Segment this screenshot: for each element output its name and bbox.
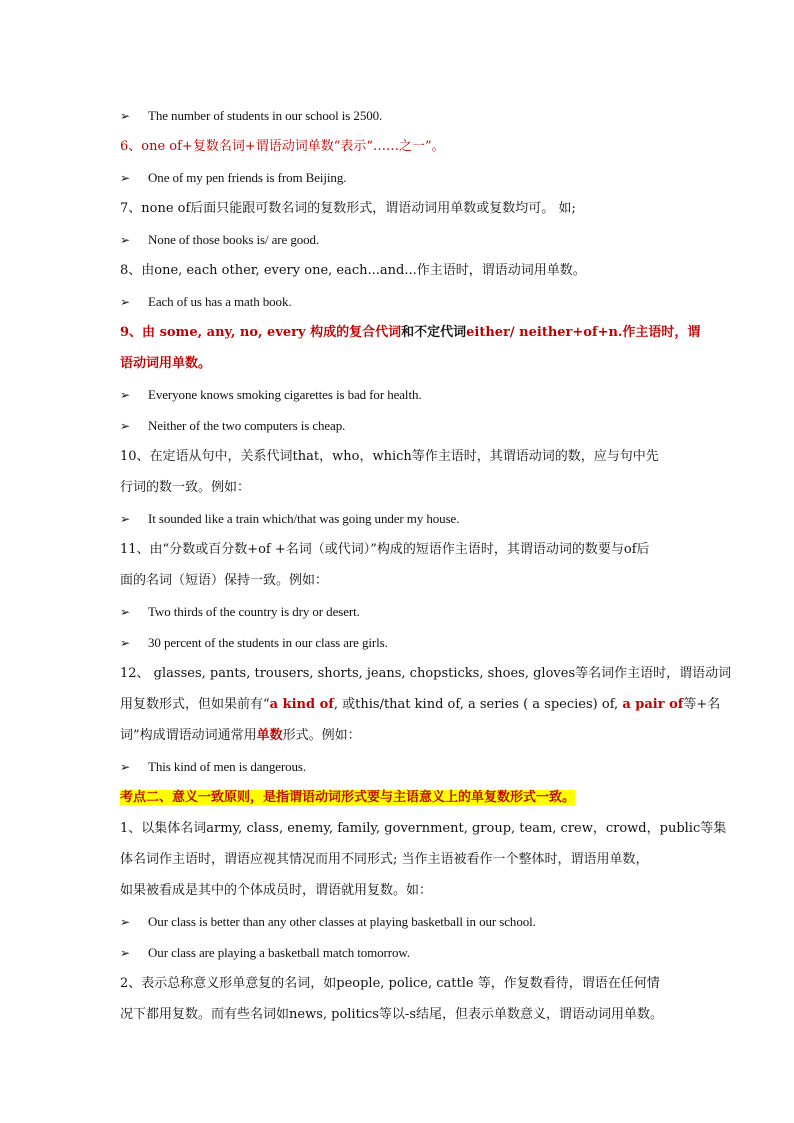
example-line: ➢ This kind of men is dangerous. [120,751,680,782]
arrowhead-bullet-icon: ➢ [120,946,131,960]
example-line: ➢ The number of students in our school is 2500. [120,100,680,131]
rule-1-cont: 体名词作主语时，谓语应视其情况而用不同形式; 当作主语被看作一个整体时，谓语用单数， [120,852,649,867]
example-line: ➢ None of those books is/ are good. [120,224,680,255]
rule-6: 6、one of+复数名词+谓语动词单数“表示“……之一”。 [120,139,445,154]
rule-1-cont2: 如果被看成是其中的个体成员时，谓语就用复数。如： [120,883,433,898]
rule-12-cont2: 词”构成谓语动词通常用单数形式。例如： [120,728,361,743]
rule-9: 9、由 some, any, no, every 构成的复合代词和不定代词either/ neither+of+n.作主语时，谓 [120,325,701,340]
rule-10-cont: 行词的数一致。例如： [120,480,251,495]
rule-12-cont: 用复数形式，但如果前有“a kind of, 或this/that kind of, a series ( a species) of, a pair of等+名 [120,697,721,712]
example-line: ➢ Our class is better than any other classes at playing basketball in our school. [120,906,680,937]
example-line: ➢ 30 percent of the students in our class are girls. [120,627,680,658]
arrowhead-bullet-icon: ➢ [120,760,131,774]
rule-7: 7、none of后面只能跟可数名词的复数形式，谓语动词用单数或复数均可。 如; [120,201,576,216]
example-line: ➢ It sounded like a train which/that was going under my house. [120,503,680,534]
rule-12: 12、 glasses, pants, trousers, shorts, jeans, chopsticks, shoes, gloves等名词作主语时，谓语动词 [120,666,732,681]
example-line: ➢ Two thirds of the country is dry or desert. [120,596,680,627]
rule-9-cont: 语动词用单数。 [120,356,212,371]
example-line: ➢ One of my pen friends is from Beijing. [120,162,680,193]
arrowhead-bullet-icon: ➢ [120,295,131,309]
arrowhead-bullet-icon: ➢ [120,419,131,433]
arrowhead-bullet-icon: ➢ [120,388,131,402]
rule-2-cont: 况下都用复数。而有些名词如news, politics等以-s结尾，但表示单数意义，谓语动词用单数。 [120,1007,663,1022]
rule-2: 2、表示总称意义形单意复的名词，如people, police, cattle 等，作复数看待，谓语在任何情 [120,976,660,991]
arrowhead-bullet-icon: ➢ [120,512,131,526]
example-line: ➢ Neither of the two computers is cheap. [120,410,680,441]
arrowhead-bullet-icon: ➢ [120,915,131,929]
rule-1: 1、以集体名词army, class, enemy, family, government, group, team, crew，crowd，public等集 [120,821,727,836]
arrowhead-bullet-icon: ➢ [120,171,131,185]
arrowhead-bullet-icon: ➢ [120,109,131,123]
example-line: ➢ Each of us has a math book. [120,286,680,317]
document-body [120,100,732,1030]
section-heading: 考点二、意义一致原则，是指谓语动词形式要与主语意义上的单复数形式一致。 [120,790,576,805]
rule-11: 11、由“分数或百分数+of +名词（或代词）”构成的短语作主语时，其谓语动词的数要与of后 [120,542,650,557]
arrowhead-bullet-icon: ➢ [120,636,131,650]
rule-11-cont: 面的名词（短语）保持一致。例如： [120,573,329,588]
example-line: ➢ Our class are playing a basketball match tomorrow. [120,937,680,968]
arrowhead-bullet-icon: ➢ [120,233,131,247]
rule-8: 8、由one, each other, every one, each...and...作主语时，谓语动词用单数。 [120,263,586,278]
arrowhead-bullet-icon: ➢ [120,605,131,619]
example-line: ➢ Everyone knows smoking cigarettes is bad for health. [120,379,680,410]
rule-10: 10、在定语从句中，关系代词that，who，which等作主语时，其谓语动词的数，应与句中先 [120,449,659,464]
